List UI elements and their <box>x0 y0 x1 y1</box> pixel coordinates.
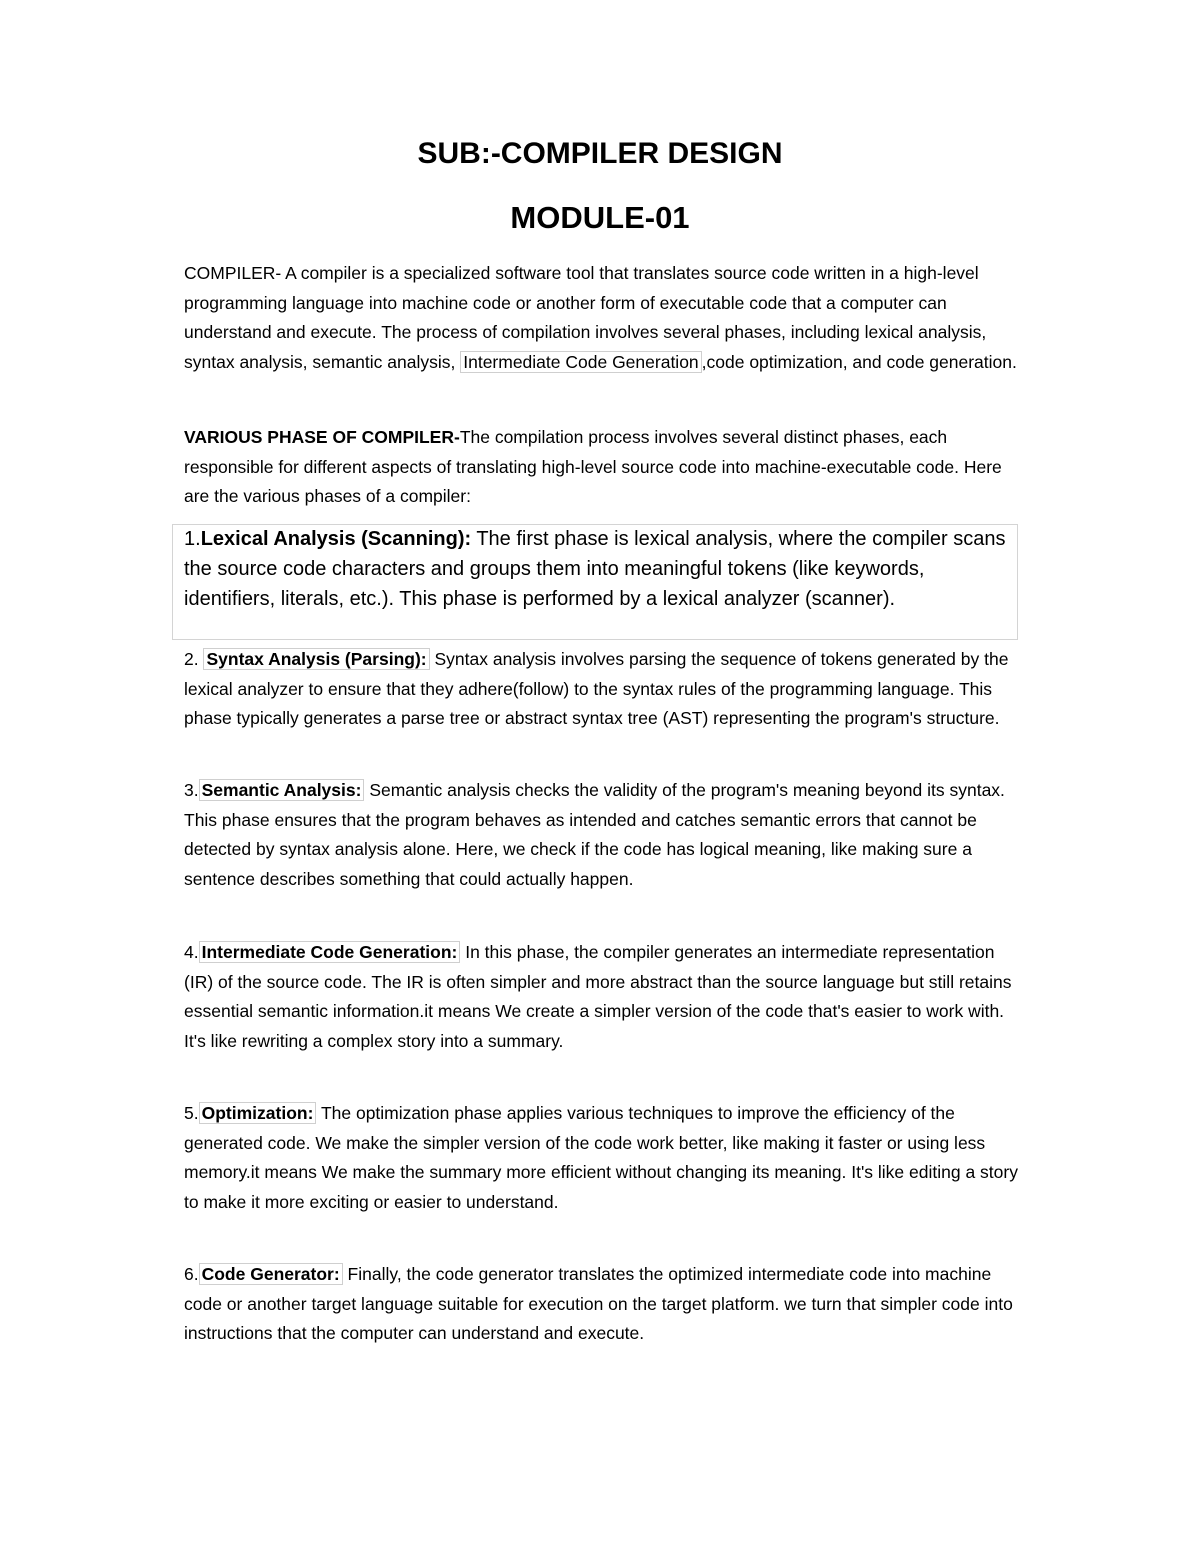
phase-title: Code Generator: <box>199 1263 343 1285</box>
phase-syntax-analysis <box>184 645 1024 734</box>
phase-number: 5. <box>184 1103 199 1123</box>
phase-code-generator <box>184 1260 1024 1349</box>
phase-number: 4. <box>184 942 199 962</box>
compiler-label: COMPILER- <box>184 263 282 283</box>
phase-title: Intermediate Code Generation: <box>199 941 461 963</box>
phase-title: Optimization: <box>199 1102 317 1124</box>
phase-number: 6. <box>184 1264 199 1284</box>
phase-text: Semantic analysis checks the validity of the program's meaning beyond its syntax. This phase ensures that the program behaves as intended and catches semantic errors that cannot be detected by syntax analysis alone. Here, we check if the code has logical meaning, like making sure a sentence describes something that could actually happen. <box>184 780 1005 889</box>
phase-title: Lexical Analysis (Scanning): <box>200 528 472 550</box>
phases-intro-paragraph <box>184 423 1024 512</box>
phase-text: The first phase is lexical analysis, where the compiler scans the source code characters and groups them into meaningful tokens (like keywords, identifiers, literals, etc.). This phase is performed by a lexical analyzer (scanner). <box>184 528 1006 610</box>
intermediate-code-highlight: Intermediate Code Generation <box>460 351 701 373</box>
compiler-text-before: A compiler is a specialized software tool that translates source code written in a high-level programming language into machine code or another form of executable code that a computer can understand and execute. The process of compilation involves several phases, including lexical analysis, syntax analysis, semantic analysis, <box>184 263 987 372</box>
phase-text: In this phase, the compiler generates an intermediate representation (IR) of the source code. The IR is often simpler and more abstract than the source language but still retains essential semantic information.it means We create a simpler version of the code that's easier to work with. It's like rewriting a complex story into a summary. <box>184 942 1012 1051</box>
phase-optimization <box>184 1099 1024 1217</box>
phase-intermediate-code-generation <box>184 938 1024 1056</box>
phases-intro-label: VARIOUS PHASE OF COMPILER- <box>184 427 460 447</box>
phase-title: Semantic Analysis: <box>199 779 365 801</box>
subject-title: SUB:-COMPILER DESIGN <box>417 137 783 170</box>
phase-number: 2. <box>184 649 199 669</box>
phase-text: Syntax analysis involves parsing the sequence of tokens generated by the lexical analyzer to ensure that they adhere(follow) to the syntax rules of the programming language. This phase typically generates a parse tree or abstract syntax tree (AST) representing the program's structure. <box>184 649 1009 729</box>
phase-semantic-analysis <box>184 776 1024 894</box>
phases-intro-text: The compilation process involves several distinct phases, each responsible for different aspects of translating high-level source code into machine-executable code. Here are the various phases of a compiler: <box>184 427 1002 507</box>
compiler-definition-paragraph <box>184 259 1024 377</box>
phase-text: Finally, the code generator translates the optimized intermediate code into machine code or another target language suitable for execution on the target platform. we turn that simpler code into instructions that the computer can understand and execute. <box>184 1264 1013 1344</box>
compiler-text-after: ,code optimization, and code generation. <box>701 351 1017 372</box>
phase-lexical-analysis <box>184 525 1014 614</box>
phase-text: The optimization phase applies various techniques to improve the efficiency of the generated code. We make the simpler version of the code work better, like making it faster or using less memory.it means We make the summary more efficient without changing its meaning. It's like editing a story to make it more exciting or easier to understand. <box>184 1103 1018 1212</box>
module-title: MODULE-01 <box>510 200 690 235</box>
phase-title: Syntax Analysis (Parsing): <box>203 648 429 670</box>
phase-number: 3. <box>184 780 199 800</box>
phase-number: 1. <box>184 528 201 550</box>
